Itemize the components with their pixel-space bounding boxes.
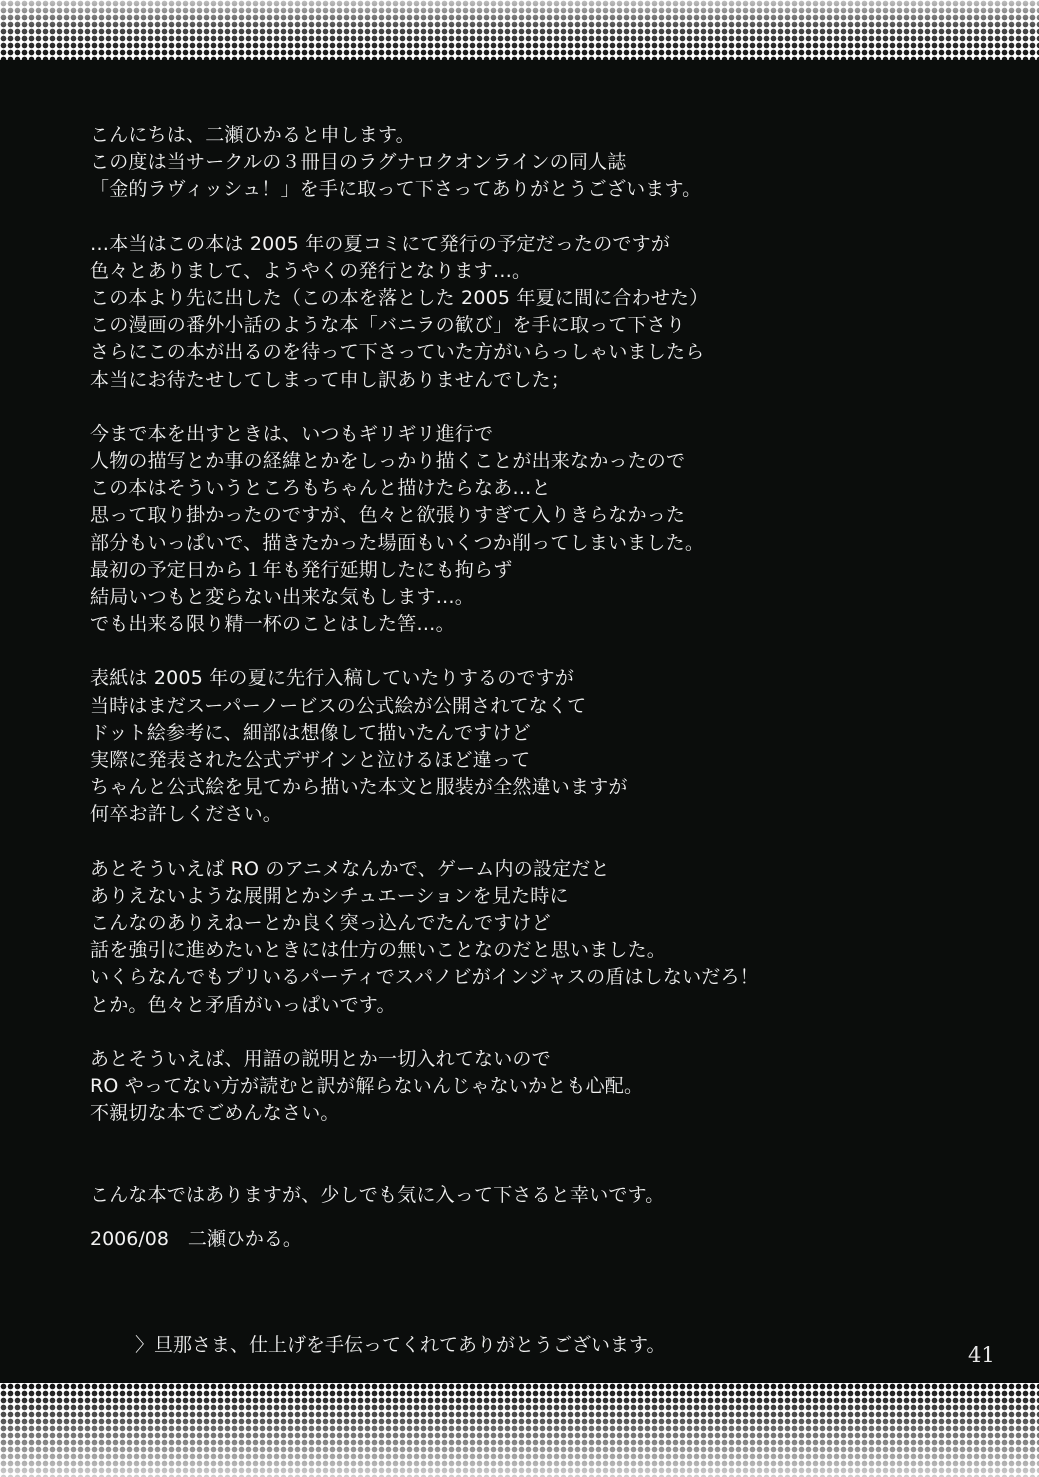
paragraph-greeting	[90, 122, 910, 204]
spacer	[90, 1155, 910, 1182]
paragraph-anime-notes	[90, 856, 910, 1019]
text-line: いくらなんでもプリいるパーティでスパノビがインジャスの盾はしないだろ！	[90, 966, 759, 989]
text-line: こんなのありえねーとか良く突っ込んでたんですけど	[90, 912, 551, 935]
text-line: こんな本ではありますが、少しでも気に入って下さると幸いです。	[90, 1183, 665, 1206]
signoff-date-author: 2006/08 二瀬ひかる。	[90, 1228, 302, 1250]
thanks-note: 〉旦那さま、仕上げを手伝ってくれてありがとうございます。	[135, 1334, 666, 1356]
paragraph-delay-apology	[90, 231, 910, 394]
top-halftone-gradient	[0, 0, 1039, 60]
text-line: あとそういえば、用語の説明とか一切入れてないので	[90, 1047, 551, 1070]
text-line: 今まで本を出すときは、いつもギリギリ進行で	[90, 422, 494, 445]
text-line: 結局いつもと変らない出来な気もします…。	[90, 586, 475, 609]
text-line: 不親切な本でごめんなさい。	[90, 1102, 340, 1125]
text-line: あとそういえば RO のアニメなんかで、ゲーム内の設定だと	[90, 857, 610, 880]
text-line: でも出来る限り精一杯のことはした筈…。	[90, 613, 455, 636]
text-line: この漫画の番外小話のような本「バニラの歓び」を手に取って下さり	[90, 314, 686, 337]
text-line: 部分もいっぱいで、描きたかった場面もいくつか削ってしまいました。	[90, 531, 705, 554]
afterword-body	[90, 122, 910, 1236]
paragraph-cover-notes	[90, 665, 910, 828]
text-line: 思って取り掛かったのですが、色々と欲張りすぎて入りきらなかった	[90, 504, 686, 527]
afterword-panel	[0, 60, 1039, 1383]
bottom-halftone-gradient	[0, 1383, 1039, 1477]
paragraph-production-notes	[90, 421, 910, 639]
text-line: ありえないような展開とかシチュエーションを見た時に	[90, 884, 569, 907]
text-line: この度は当サークルの３冊目のラグナロクオンラインの同人誌	[90, 151, 627, 174]
page-number: 41	[968, 1343, 995, 1367]
paragraph-terminology-notes	[90, 1046, 910, 1128]
text-line: RO やってない方が読むと訳が解らないんじゃないかとも心配。	[90, 1075, 644, 1098]
text-line: この本より先に出した（この本を落とした 2005 年夏に間に合わせた）	[90, 287, 709, 310]
text-line: 話を強引に進めたいときには仕方の無いことなのだと思いました。	[90, 939, 667, 962]
text-line: さらにこの本が出るのを待って下さっていた方がいらっしゃいましたら	[90, 341, 705, 364]
text-line: 本当にお待たせしてしまって申し訳ありませんでした；	[90, 368, 571, 391]
paragraph-closing	[90, 1182, 910, 1209]
text-line: 「金的ラヴィッシュ！」を手に取って下さってありがとうございます。	[90, 178, 702, 201]
text-line: 表紙は 2005 年の夏に先行入稿していたりするのですが	[90, 667, 575, 690]
text-line: こんにちは、二瀬ひかると申します。	[90, 124, 415, 146]
text-line: …本当はこの本は 2005 年の夏コミにて発行の予定だったのですが	[90, 232, 671, 255]
text-line: ちゃんと公式絵を見てから描いた本文と服装が全然違いますが	[90, 776, 628, 799]
text-line: ドット絵参考に、細部は想像して描いたんですけど	[90, 721, 531, 744]
text-line: 最初の予定日から１年も発行延期したにも拘らず	[90, 558, 513, 581]
text-line: 何卒お許しください。	[90, 803, 283, 826]
text-line: 色々とありまして、ようやくの発行となります…。	[90, 259, 532, 282]
text-line: とか。色々と矛盾がいっぱいです。	[90, 993, 396, 1016]
text-line: 実際に発表された公式デザインと泣けるほど違って	[90, 749, 531, 772]
text-line: 当時はまだスーパーノービスの公式絵が公開されてなくて	[90, 694, 587, 717]
text-line: 人物の描写とか事の経緯とかをしっかり描くことが出来なかったので	[90, 450, 686, 473]
text-line: この本はそういうところもちゃんと描けたらなあ…と	[90, 477, 551, 500]
